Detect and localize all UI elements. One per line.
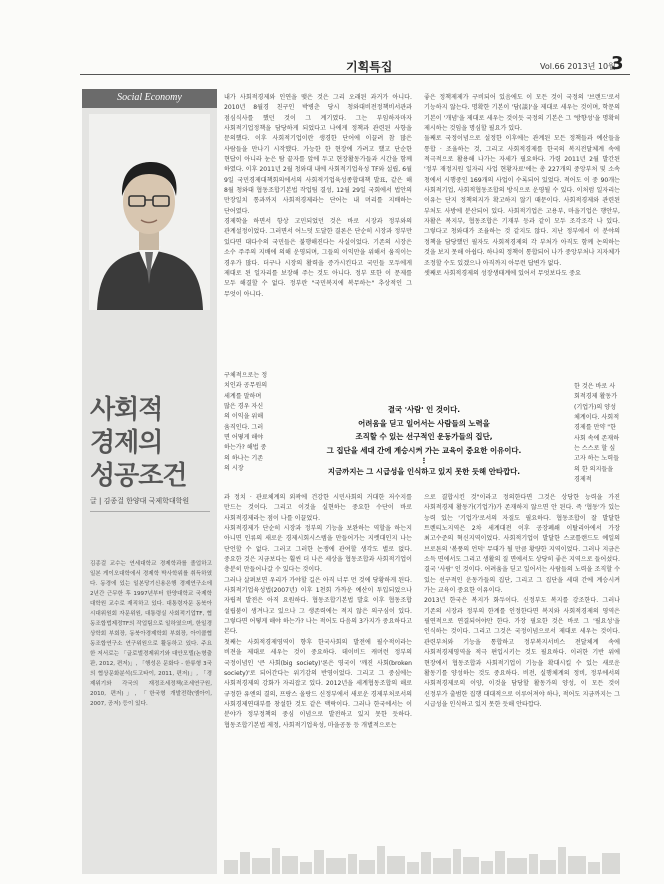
author-portrait-illustration <box>89 114 210 310</box>
pull-quote-line: 결국 '사람' 인 것이다. <box>387 405 461 414</box>
title-line: 경제의 <box>90 428 163 458</box>
body-column-right-narrow: 한 것은 바로 사회적경제 활동가(기업가)의 양성체계이다. 사회적경제를 만약 "한 사회 속에 존재하는 스스로 할 싶고자 하는 노력들의 한 의지들을 경제적 <box>574 383 620 484</box>
section-title: 기획특집 <box>346 60 393 74</box>
body-column-right-top: 좋은 정책제제가 구비되어 있음에도 이 모든 것이 국정의 '브랜드'로서 기능하지 않는다. 명확한 기본이 '담(談)'을 제대로 세우는 것이며, 학문의 기본이 '개념'을 제대로 세우는 것이듯 국정의 기본은 그 '방향성'을 명확히 제시하는 것임을 명심할 필요가 있다. 둘째로 국정이념으로 설정한 이후에는 관계된 모든 정책들과 예산들을 통합 · 조율하는 것, 그리고 사회적경제를 한국의 복지전달체계 속에 적극적으로 활용해 나가는 자세가 필요하다. 가령 2011년 2월 발간된 '정부 재정지원 일자리 사업 현황자료'에는 총 227개의 중앙부처 및 소속 청에서 시행중인 169개의 사업이 수록되어 있었다. 적어도 이 중 90개는 사회적기업, 사회적협동조합의 방식으로 운영될 수 있다. 이처럼 일자리는 이유는 단지 정책의지가 확고하지 않기 때문이다. 사회적경제와 관련된 부처도 사방에 분산되어 있다. 사회적기업은 고용부, 마을기업은 행안부, 자활은 복지부, 협동조합은 기재부 등과 같이 모두 조각조각 나 있다. 그렇다고 청와대가 조율하는 것 같지도 않다. 지난 정부에서 이 분야의 정책을 담당했던 필자도 사회적경제의 각 부처가 아직도 함께 논의하는 것을 보지 못해 아쉽다. 하나의 정책이 통합되어 나가 중앙부처나 지자체가 조정할 수도 있겠으나 아직까지 아무런 답변가 없다. 셋째로 사회적경제의 성장생태계에 있어서 무엇보다도 중요 <box>424 94 620 277</box>
body-column-right-bottom: 으로 결합시킨 것"이라고 정의한다면 그것은 상당한 능력을 가진 사회적경제 활동가(기업가)가 존재하지 않으면 안 된다. 즉 '협동'가 있는 능력 있는 '기업가'로서의 자질도 필요하다. 협동조합이 잘 발달한 트렌티노지역은 2차 세계대전 이후 공장폐쇄 이탈리아에서 가장 최고수준의 혁신지역이었다. 사회적기업이 발달한 스코틀랜드도 예일의 브로튼의 '볶풍의 언덕' 무대가 될 만큼 황량한 지역이었다. 그러나 지금은 소득 면에서도 그리고 생활의 질 면에서도 상당히 좋은 지역으로 들어섰다. 결국 '사람' 인 것이다. 어려움을 딛고 일어서는 사람들의 노력을 조직할 수 있는 선구적인 운동가들의 집단, 그리고 그 집단을 세대 간에 계승시켜 가는 교육이 중요한 이유이다. 2013년 한국은 복지가 화두이다. 신정부도 복지를 강조한다. 그러나 기존의 시장과 정부의 한계를 인정한다면 복지와 사회적경제의 영역은 필연적으로 연결되어야만 한다. 가장 필요한 것은 바로 그 '필요성'을 인식하는 것이다. 그리고 그것은 국정이념으로서 제대로 세우는 것이다. 관련부처와 기능을 통합하고 정부복지서비스 전달체계 속에 사회적경제영역을 적극 편입시키는 것도 필요하다. 이러한 기반 위에 현장에서 협동조합과 사회적기업이 기능을 확대시킬 수 있는 새로운 활동기를 양성하는 것도 중요하다. 비전, 실행체계의 정비, 정부에서의 사회적경제로의 이양, 이것을 담당할 활동가의 양성, 이 모든 것이 신정부가 출범한 집행 대대적으로 이루어져야 하나, 적어도 지금까지는 그 시급성을 인식하고 있지 못한 듯해 안타깝다. <box>424 494 620 708</box>
body-column-left-top <box>224 93 412 300</box>
category-label: Social Economy <box>117 92 182 103</box>
skyline-decoration <box>224 840 620 874</box>
article-sidebar <box>82 89 217 874</box>
page-number: 3 <box>611 53 624 74</box>
body-column-left-narrow: 구체적으로는 정치인과 공무원의 세계를 말하며 많은 경우 자신의 이익을 위해 움직인다. 그러면 어떻게 해야 하는가? 해법 중의 하나는 기존의 시장 <box>224 372 268 473</box>
pull-quote-line: 조직할 수 있는 선구적인 운동가들의 집단, <box>355 432 493 442</box>
title-line: 성공조건 <box>90 461 187 491</box>
body-column-left-bottom: 과 정치 · 관료체계의 외곽에 건강한 시민사회의 거대한 저수지를 만드는 것이다. 그리고 이것을 실현하는 중요한 수단이 바로 사회적경제라는 점이 나를 이끌었다. 사회적경제가 단순히 시장과 정부의 기능을 보완하는 역할을 하는지 아니면 인류의 새로운 경제시회시스템을 만들어가는 지렛대인지 나는 단언할 수 없다. 그러고 그러한 논쟁에 관여할 생각도 별로 없다. 중요한 것은 지금보다는 훨씬 더 나은 세상을 협동조합과 사회적기업이 충분히 만들어나갈 수 있다는 것이다. 그러나 살펴보면 우리가 가야할 길은 아직 너무 먼 것에 당황하게 된다. 사회적기업육성법(2007년) 이후 1천회 가까운 예산이 투입되었으나 자립적 발전은 아직 요원하다. 협동조합기본법 발효 이후 협동조합 설립붐이 생겨나고 있으나 그 생존력에는 적지 않은 의구심이 있다. 그렇다면 어떻게 해야 하는가? 나는 적어도 다음의 3가지가 중요하다고 본다. 첫째는 사회적경제영역이 향후 한국사회의 발전에 필수적이라는 비젼을 제대로 세우는 것이 중요하다. 데이비드 캐머런 정부의 국정이념인 '큰 사회(big society)'론은 영국이 '깨진 사회(broken society)'로 되어간다는 위기감의 반영이었다. 그리고 그 중심에는 사회적경제의 강화가 자리잡고 있다. 2012년을 세계협동조합의 해로 규정한 유엔의 결의, 프랑스 올랑드 신정부에서 새로운 경제부처로서의 사회경제연대부를 창설한 것도 같은 맥락이다. 그러나 한국에서는 이 분야가 정부정책의 중심 이념으로 발전하고 있지 못한 듯하다. 협동조합기본법 제정, 사회적기업육성, 마을공동 등 개별적으로는 <box>224 494 412 729</box>
pull-quote-line: 어려움을 딛고 일어서는 사람들의 노력을 <box>358 418 490 428</box>
byline-divider <box>90 511 210 512</box>
author-photo <box>89 114 210 310</box>
title-line: 사회적 <box>90 395 163 425</box>
article-title <box>90 394 215 493</box>
pull-quote-line: 지금까지는 그 시급성을 인식하고 있지 못한 듯해 안타깝다. <box>327 467 521 477</box>
author-byline: 글 | 김종걸 한양대 국제학대학원 <box>90 497 190 505</box>
pull-quote-ellipsis: ⋮ <box>420 456 428 466</box>
author-bio: 김종걸 교수는 연세대학교 경제학과를 졸업하고 일본 게이오대학에서 경제학 박사학위를 취득하였다. 동경에 있는 일본당기신용은행 경제연구소에 2년간 근무한 후 1997년부터 한양대학교 국제학대학원 교수로 재직하고 있다. 대통령자문 동북아시대위원회 자문위원, 대통령실 사회적기업TF, 협동조합법제정TF의 작업팀으로 일하였으며, 한일경상학회 부회장, 동북아경제학회 부회장, 아이쿱협동조합연구소 연구위원으로 활동하고 있다. 주요한 저서로는 「글로벌경제위기와 대안모델(논형출판, 2012, 편저)」, 「행성은 문화다 - 한류형 3국의 협상문화분석(도고타이, 2011, 편저)」, 「경제위기와 각국의 재정조세정책(조세연구원, 2010, 편저)」, 「한국형 개발전략(엠아이, 2007, 공저) 등이 있다. <box>90 561 212 707</box>
body-paragraph: 경제학을 하면서 항상 고민되었던 것은 바로 시장과 정부와의 관계설정이었다. 그러면서 어느덧 도달한 결론은 단순히 시장과 정부만 있다면 대다수의 국민들은 불행해진다는 사실이었다. 기존의 시장은 소수 주주의 지배에 의해 운영되며, 그들의 이익만을 위해서 움직이는 경우가 많다. 더구나 시장의 활력을 증가시킨다고 국민들 모두에게 제대로 된 일자리를 보장해 주는 것도 아니다. 정부 또한 이 문제를 모두 해결할 수 없다. 정부란 "국민복지에 복무하는" 추상적인 그 무엇이 아니다. <box>224 218 412 298</box>
pull-quote <box>276 403 572 487</box>
pull-quote-line: 그 집단을 세대 간에 계승시켜 가는 교육이 중요한 이유이다. <box>326 445 522 455</box>
body-paragraph: 내가 사회적경제와 인연을 맺은 것은 그리 오래된 과거가 아니다. 2010년 8월경 친구인 박병춘 당시 청와대비전정책비서관과 점심식사를 했던 것이 그 계기였다. 그는 부임하자마자 사회적기업정책을 담당하게 되었다고 나에게 정책과 관련된 사항을 문의했다. 이후 사회적기업이란 생경한 단어에 이끌려 참 많은 사람들을 만나기 시작했다. 가능한 한 현장에 가려고 했고 단순한 현답이 아니라 눈은 탐 끝자를 앞에 두고 현장활동가들과 시간을 함께 하였다. 이후 2011년 2월 청와대 내에 사회적기업육성 TF와 설립, 6월 9일 국민경제대책회의에서의 사회적기업육성종합대책 발표, 같은 해 8월 청와대 협동조합기본법 작업팀 결성, 12월 29일 국회에서 법안의 만장일치 통과까지 사회적경제라는 단어는 내 머리를 지배하는 단어였다. <box>224 94 412 215</box>
header-rule <box>80 74 630 75</box>
issue-label: Vol.66 2013년 10월 <box>540 62 616 71</box>
